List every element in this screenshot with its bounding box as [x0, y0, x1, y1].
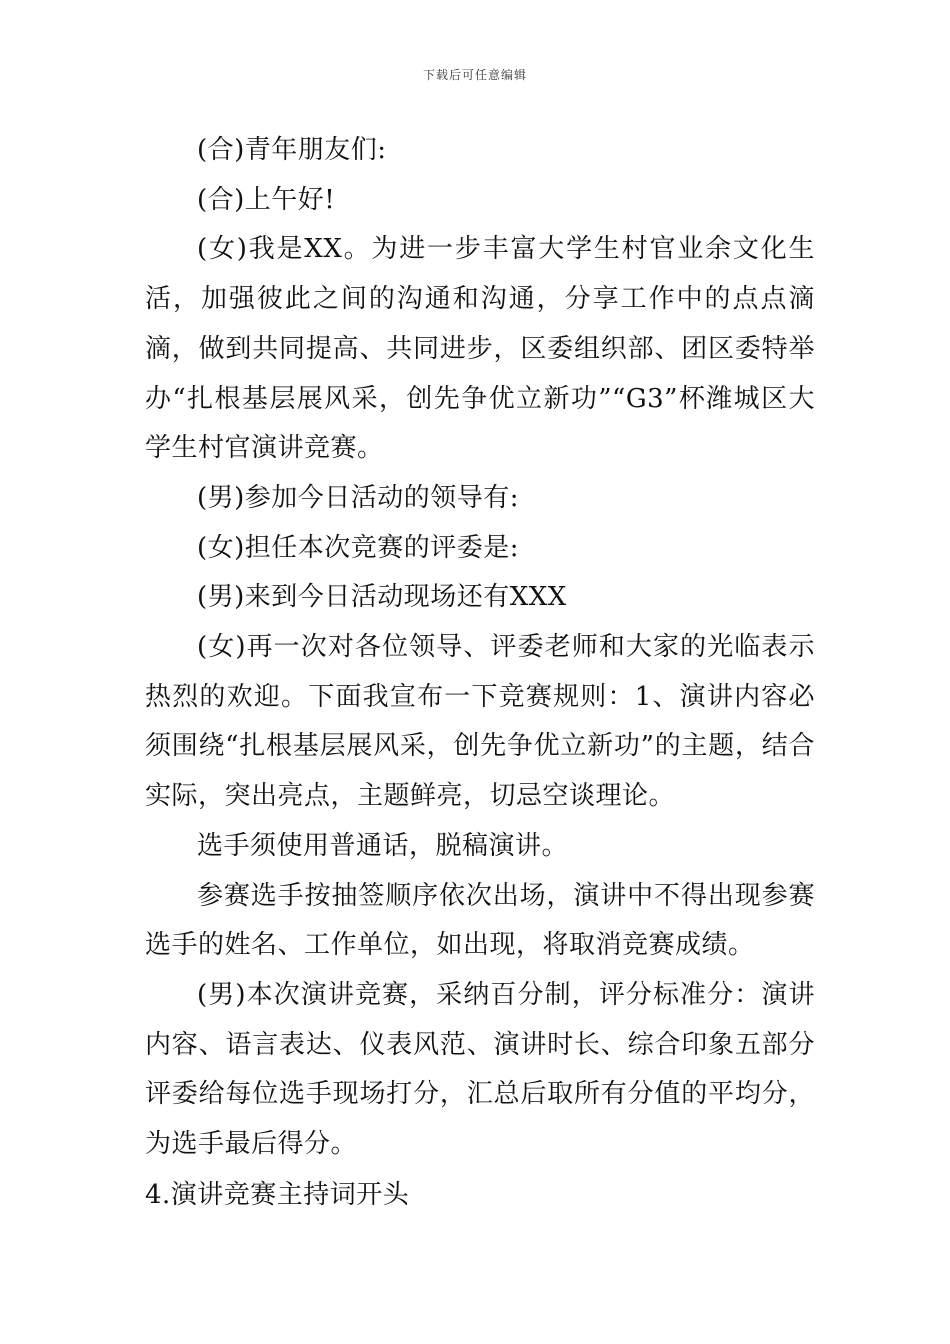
paragraph-guests: (男)来到今日活动现场还有XXX: [197, 582, 567, 613]
paragraph-mandarin-rule: 选手须使用普通话，脱稿演讲。: [197, 830, 569, 861]
document-body: [145, 126, 815, 1170]
paragraph-judges: (女)担任本次竞赛的评委是:: [197, 532, 520, 563]
paragraph-good-morning: (合)上午好!: [197, 184, 336, 215]
paragraph-greeting: (合)青年朋友们:: [197, 135, 387, 165]
paragraph-scoring: (男)本次演讲竞赛，采纳百分制，评分标准分：演讲内容、语言表达、仪表风范、演讲时长、综合印象五部分评委给每位选手现场打分，汇总后取所有分值的平均分，为选手最后得分。: [145, 979, 815, 1160]
page-header-note: 下载后可任意编辑: [422, 68, 527, 82]
section-heading: 4.演讲竞赛主持词开头: [145, 1180, 410, 1210]
paragraph-introduction: (女)我是XX。为进一步丰富大学生村官业余文化生活，加强彼此之间的沟通和沟通，分享工作中的点点滴滴，做到共同提高、共同进步，区委组织部、团区委特举办“扎根基层展风采，创先争优立新功”“G3”杯潍城区大学生村官演讲竞赛。: [145, 234, 815, 464]
paragraph-order-rule: 参赛选手按抽签顺序依次出场，演讲中不得出现参赛选手的姓名、工作单位，如出现，将取消竞赛成绩。: [145, 880, 815, 961]
paragraph-rules: (女)再一次对各位领导、评委老师和大家的光临表示热烈的欢迎。下面我宣布一下竞赛规则：1、演讲内容必须围绕“扎根基层展风采，创先争优立新功”的主题，结合实际，突出亮点，主题鲜亮，切忌空谈理论。: [145, 632, 815, 812]
paragraph-leaders: (男)参加今日活动的领导有:: [197, 482, 520, 513]
